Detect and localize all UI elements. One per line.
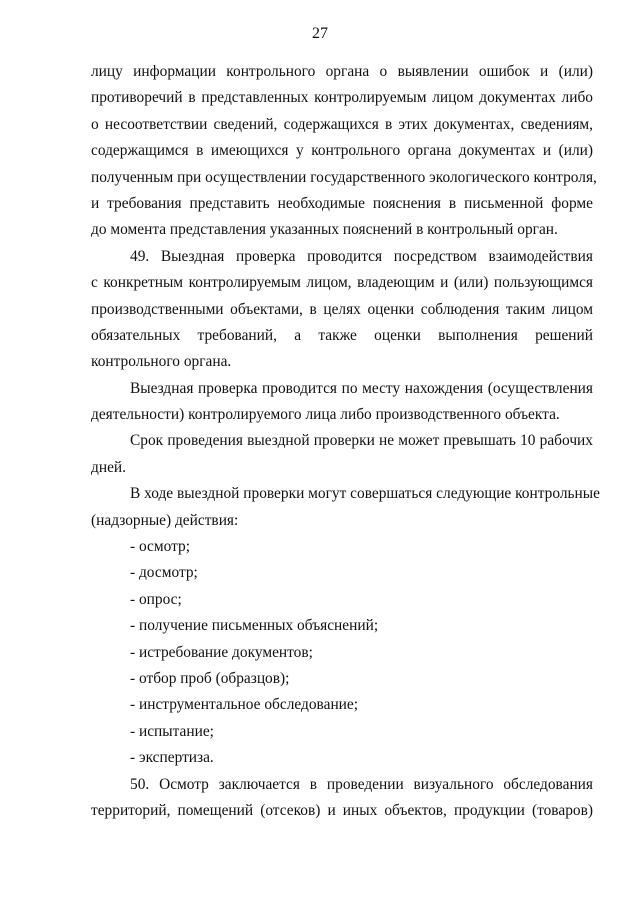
text-line: о несоответствии сведений, содержащихся в этих документах, сведениям, xyxy=(91,115,593,133)
text-line: содержащимся в имеющихся у контрольного органа документах и (или) xyxy=(91,142,593,160)
text-line: территорий, помещений (отсеков) и иных объектов, продукции (товаров) xyxy=(91,801,593,819)
list-item: - отбор проб (образцов); xyxy=(130,669,290,687)
list-item: - досмотр; xyxy=(130,564,198,582)
text-line: деятельности) контролируемого лица либо производственного объекта. xyxy=(91,406,560,424)
text-line: с конкретным контролируемым лицом, владеющим и (или) пользующимся xyxy=(91,274,593,292)
list-item: - получение письменных объяснений; xyxy=(130,617,379,635)
text-line: дней. xyxy=(91,458,126,476)
text-line: обязательных требований, а также оценки выполнения решений xyxy=(91,326,593,344)
body-text xyxy=(91,59,600,824)
text-line: Срок проведения выездной проверки не может превышать 10 рабочих xyxy=(130,432,593,450)
text-line: Выездная проверка проводится по месту нахождения (осуществления xyxy=(130,379,593,397)
text-line: контрольного органа. xyxy=(91,353,232,371)
text-line: полученным при осуществлении государственного экологического контроля, xyxy=(91,168,597,186)
list-item: - опрос; xyxy=(130,590,182,608)
list-item: - осмотр; xyxy=(130,538,190,556)
text-line: 50. Осмотр заключается в проведении визуального обследования xyxy=(130,775,593,793)
text-line: В ходе выездной проверки могут совершаться следующие контрольные xyxy=(130,485,600,503)
text-line: лицу информации контрольного органа о выявлении ошибок и (или) xyxy=(91,63,593,80)
text-line: противоречий в представленных контролируемым лицом документах либо xyxy=(91,89,593,107)
text-line: производственными объектами, в целях оценки соблюдения таким лицом xyxy=(91,300,593,318)
text-line: 49. Выездная проверка проводится посредством взаимодействия xyxy=(130,247,593,265)
text-line: и требования представить необходимые пояснения в письменной форме xyxy=(91,194,593,212)
list-item: - инструментальное обследование; xyxy=(130,696,359,714)
page-number: 27 xyxy=(312,25,328,42)
text-line: (надзорные) действия: xyxy=(91,511,239,529)
list-item: - истребование документов; xyxy=(130,643,313,661)
list-item: - экспертиза. xyxy=(130,749,214,767)
list-item: - испытание; xyxy=(130,722,214,740)
text-line: до момента представления указанных пояснений в контрольный орган. xyxy=(91,221,558,239)
